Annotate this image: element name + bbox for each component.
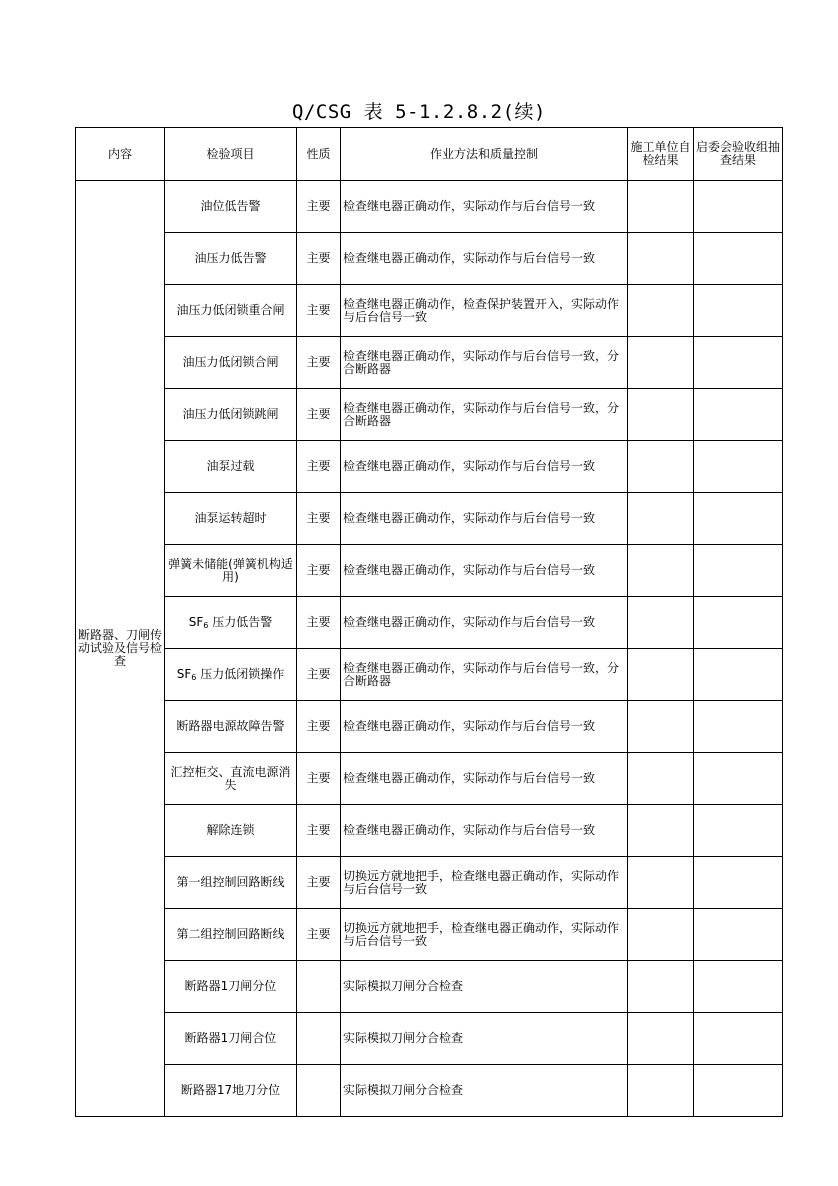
item-label: 油压力低闭锁重合闸: [176, 303, 285, 317]
item-cell: [165, 909, 297, 961]
item-label: 断路器1刀闸合位: [184, 1031, 277, 1045]
table-row: [76, 233, 783, 285]
acceptance-result-cell[interactable]: [694, 909, 783, 961]
table-row: [76, 961, 783, 1013]
method-cell: 检查继电器正确动作，实际动作与后台信号一致，分合断路器: [341, 649, 628, 701]
item-cell: [165, 181, 297, 233]
table-row: [76, 337, 783, 389]
acceptance-result-cell[interactable]: [694, 961, 783, 1013]
table-row: [76, 1065, 783, 1117]
item-label: 油位低告警: [200, 199, 261, 213]
self-check-result-cell[interactable]: [628, 597, 694, 649]
self-check-result-cell[interactable]: [628, 389, 694, 441]
self-check-result-cell[interactable]: [628, 701, 694, 753]
item-label: 油压力低闭锁合闸: [182, 355, 279, 369]
acceptance-result-cell[interactable]: [694, 649, 783, 701]
nature-cell: 主要: [297, 285, 341, 337]
item-cell: [165, 233, 297, 285]
nature-cell: 主要: [297, 181, 341, 233]
group-label-cell: [76, 181, 165, 1117]
table-row: [76, 597, 783, 649]
acceptance-result-cell[interactable]: [694, 389, 783, 441]
nature-cell: 主要: [297, 545, 341, 597]
table-row: [76, 753, 783, 805]
table-row: [76, 389, 783, 441]
item-label: 断路器17地刀分位: [180, 1083, 281, 1097]
self-check-result-cell[interactable]: [628, 805, 694, 857]
method-cell: 检查继电器正确动作，实际动作与后台信号一致: [341, 753, 628, 805]
item-label: 弹簧未储能(弹簧机构适用): [168, 556, 293, 584]
method-cell: 实际模拟刀闸分合检查: [341, 961, 628, 1013]
inspection-table: [75, 127, 783, 1117]
item-label: 油压力低告警: [194, 251, 267, 265]
header-item: 检验项目: [165, 128, 297, 181]
acceptance-result-cell[interactable]: [694, 805, 783, 857]
item-cell: [165, 337, 297, 389]
item-label: 解除连锁: [206, 823, 255, 837]
item-cell: [165, 597, 297, 649]
self-check-result-cell[interactable]: [628, 181, 694, 233]
nature-cell: 主要: [297, 597, 341, 649]
item-suffix: 压力低闭锁操作: [196, 666, 285, 681]
method-cell: 检查继电器正确动作，实际动作与后台信号一致: [341, 701, 628, 753]
item-cell: [165, 753, 297, 805]
nature-cell: 主要: [297, 857, 341, 909]
acceptance-result-cell[interactable]: [694, 233, 783, 285]
nature-cell: 主要: [297, 649, 341, 701]
item-cell: [165, 649, 297, 701]
item-subscript: 6: [191, 672, 197, 682]
nature-cell: 主要: [297, 389, 341, 441]
item-cell: [165, 961, 297, 1013]
table-row: [76, 181, 783, 233]
method-cell: 实际模拟刀闸分合检查: [341, 1013, 628, 1065]
acceptance-result-cell[interactable]: [694, 701, 783, 753]
nature-cell: 主要: [297, 701, 341, 753]
self-check-result-cell[interactable]: [628, 337, 694, 389]
method-cell: 检查继电器正确动作，实际动作与后台信号一致: [341, 597, 628, 649]
item-cell: [165, 805, 297, 857]
table-row: [76, 285, 783, 337]
group-label: 断路器、刀闸传动试验及信号检查: [78, 628, 163, 668]
self-check-result-cell[interactable]: [628, 909, 694, 961]
item-prefix: SF: [176, 666, 192, 681]
nature-cell: 主要: [297, 441, 341, 493]
header-acceptance: 启委会验收组抽查结果: [694, 128, 783, 181]
item-cell: [165, 285, 297, 337]
method-cell: 检查继电器正确动作，实际动作与后台信号一致: [341, 441, 628, 493]
item-cell: [165, 1013, 297, 1065]
table-row: [76, 493, 783, 545]
method-cell: 检查继电器正确动作，实际动作与后台信号一致: [341, 545, 628, 597]
method-cell: 检查继电器正确动作，实际动作与后台信号一致: [341, 493, 628, 545]
item-subscript: 6: [203, 620, 209, 630]
self-check-result-cell[interactable]: [628, 753, 694, 805]
item-cell: [165, 493, 297, 545]
item-cell: [165, 701, 297, 753]
item-cell: [165, 857, 297, 909]
item-cell: [165, 441, 297, 493]
header-row: [76, 128, 783, 181]
method-cell: 检查继电器正确动作，实际动作与后台信号一致: [341, 181, 628, 233]
nature-cell: 主要: [297, 753, 341, 805]
nature-cell: [297, 1065, 341, 1117]
item-cell: [165, 1065, 297, 1117]
table-row: [76, 909, 783, 961]
nature-cell: 主要: [297, 337, 341, 389]
nature-cell: [297, 961, 341, 1013]
nature-cell: [297, 1013, 341, 1065]
self-check-result-cell[interactable]: [628, 545, 694, 597]
acceptance-result-cell[interactable]: [694, 1013, 783, 1065]
item-suffix: 压力低告警: [208, 614, 273, 629]
header-nature: 性质: [297, 128, 341, 181]
method-cell: 检查继电器正确动作，实际动作与后台信号一致，分合断路器: [341, 337, 628, 389]
item-cell: [165, 389, 297, 441]
acceptance-result-cell[interactable]: [694, 285, 783, 337]
item-label: 油泵运转超时: [194, 511, 267, 525]
method-cell: 检查继电器正确动作，检查保护装置开入，实际动作与后台信号一致: [341, 285, 628, 337]
table-row: [76, 701, 783, 753]
item-label: [165, 616, 296, 630]
acceptance-result-cell[interactable]: [694, 337, 783, 389]
nature-cell: 主要: [297, 909, 341, 961]
self-check-result-cell[interactable]: [628, 285, 694, 337]
method-cell: 检查继电器正确动作，实际动作与后台信号一致，分合断路器: [341, 389, 628, 441]
acceptance-result-cell[interactable]: [694, 441, 783, 493]
item-prefix: SF: [188, 614, 204, 629]
acceptance-result-cell[interactable]: [694, 181, 783, 233]
table-row: [76, 805, 783, 857]
self-check-result-cell[interactable]: [628, 233, 694, 285]
nature-cell: 主要: [297, 493, 341, 545]
nature-cell: 主要: [297, 805, 341, 857]
self-check-result-cell[interactable]: [628, 493, 694, 545]
self-check-result-cell[interactable]: [628, 1065, 694, 1117]
acceptance-result-cell[interactable]: [694, 493, 783, 545]
item-label: 断路器1刀闸分位: [184, 979, 277, 993]
table-row: [76, 1013, 783, 1065]
item-label: 油压力低闭锁跳闸: [182, 407, 279, 421]
header-self-check: 施工单位自检结果: [628, 128, 694, 181]
acceptance-result-cell[interactable]: [694, 545, 783, 597]
table-row: [76, 545, 783, 597]
table-row: [76, 649, 783, 701]
method-cell: 检查继电器正确动作，实际动作与后台信号一致: [341, 233, 628, 285]
item-label: 断路器电源故障告警: [176, 719, 285, 733]
header-content: 内容: [76, 128, 165, 181]
acceptance-result-cell[interactable]: [694, 597, 783, 649]
nature-cell: 主要: [297, 233, 341, 285]
table-row: [76, 857, 783, 909]
acceptance-result-cell[interactable]: [694, 857, 783, 909]
item-label: 第一组控制回路断线: [176, 875, 285, 889]
header-method: 作业方法和质量控制: [341, 128, 628, 181]
item-label: [165, 668, 296, 682]
item-label: 第二组控制回路断线: [176, 927, 285, 941]
item-label: 油泵过载: [206, 459, 255, 473]
self-check-result-cell[interactable]: [628, 961, 694, 1013]
item-label: 汇控柜交、直流电源消失: [170, 764, 291, 792]
method-cell: 实际模拟刀闸分合检查: [341, 1065, 628, 1117]
table-row: [76, 441, 783, 493]
self-check-result-cell[interactable]: [628, 857, 694, 909]
item-cell: [165, 545, 297, 597]
self-check-result-cell[interactable]: [628, 649, 694, 701]
method-cell: 切换远方就地把手，检查继电器正确动作，实际动作与后台信号一致: [341, 857, 628, 909]
page-title: Q/CSG 表 5-1.2.8.2(续): [292, 101, 546, 123]
acceptance-result-cell[interactable]: [694, 753, 783, 805]
method-cell: 检查继电器正确动作，实际动作与后台信号一致: [341, 805, 628, 857]
self-check-result-cell[interactable]: [628, 441, 694, 493]
self-check-result-cell[interactable]: [628, 1013, 694, 1065]
acceptance-result-cell[interactable]: [694, 1065, 783, 1117]
method-cell: 切换远方就地把手，检查继电器正确动作，实际动作与后台信号一致: [341, 909, 628, 961]
